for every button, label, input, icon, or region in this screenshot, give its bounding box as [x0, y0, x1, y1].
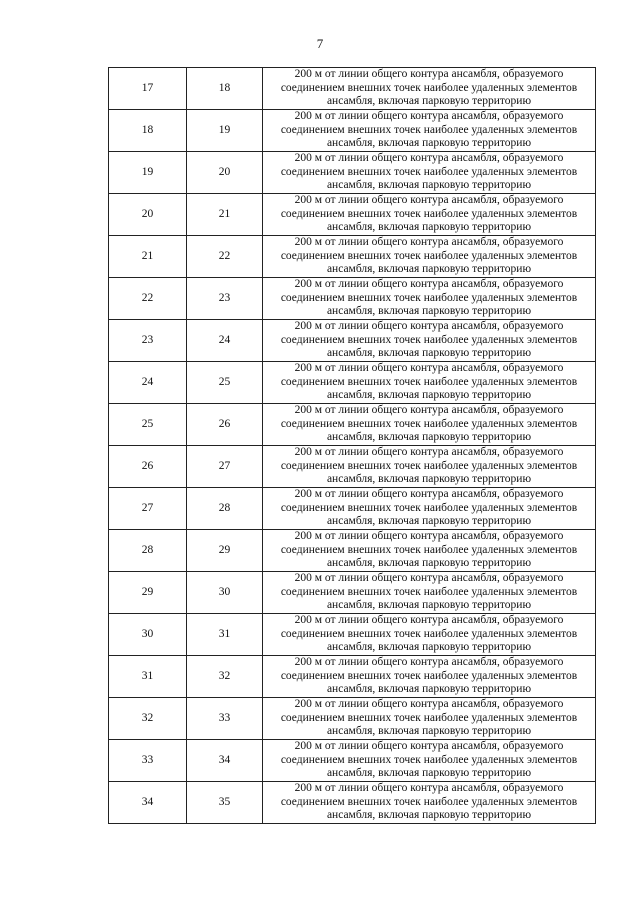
page-number: 7 [316, 36, 324, 51]
protection-zones-table [108, 67, 596, 824]
description-cell [263, 110, 596, 152]
number-cell-a: 23 [109, 320, 187, 362]
description-line-2: соединением внешних точек наиболее удаленных элементов [280, 333, 578, 346]
description-cell [263, 446, 596, 488]
description-line-1: 200 м от линии общего контура ансамбля, образуемого [294, 530, 564, 543]
description-cell [263, 740, 596, 782]
number-cell-b: 20 [187, 152, 263, 194]
table-row [109, 278, 596, 320]
description-line-2: соединением внешних точек наиболее удаленных элементов [280, 375, 578, 388]
description-cell [263, 656, 596, 698]
number-cell-a: 29 [109, 572, 187, 614]
number-cell-a: 30 [109, 614, 187, 656]
description-line-3: ансамбля, включая парковую территорию [326, 221, 532, 234]
number-cell-b: 33 [187, 698, 263, 740]
description-line-3: ансамбля, включая парковую территорию [326, 557, 532, 570]
number-cell-b: 21 [187, 194, 263, 236]
number-cell-a: 21 [109, 236, 187, 278]
description-cell [263, 614, 596, 656]
number-cell-b: 18 [187, 68, 263, 110]
description-line-1: 200 м от линии общего контура ансамбля, образуемого [294, 446, 564, 459]
description-line-2: соединением внешних точек наиболее удаленных элементов [280, 417, 578, 430]
description-line-2: соединением внешних точек наиболее удаленных элементов [280, 627, 578, 640]
table-row [109, 404, 596, 446]
number-cell-b: 27 [187, 446, 263, 488]
number-cell-b: 25 [187, 362, 263, 404]
description-cell [263, 530, 596, 572]
number-cell-b: 32 [187, 656, 263, 698]
table-row [109, 110, 596, 152]
description-line-3: ансамбля, включая парковую территорию [326, 137, 532, 150]
number-cell-b: 23 [187, 278, 263, 320]
description-line-3: ансамбля, включая парковую территорию [326, 179, 532, 192]
description-cell [263, 488, 596, 530]
description-line-2: соединением внешних точек наиболее удаленных элементов [280, 291, 578, 304]
description-cell [263, 362, 596, 404]
description-line-2: соединением внешних точек наиболее удаленных элементов [280, 207, 578, 220]
description-line-2: соединением внешних точек наиболее удаленных элементов [280, 585, 578, 598]
number-cell-a: 28 [109, 530, 187, 572]
number-cell-b: 22 [187, 236, 263, 278]
table-row [109, 194, 596, 236]
description-line-2: соединением внешних точек наиболее удаленных элементов [280, 501, 578, 514]
description-line-1: 200 м от линии общего контура ансамбля, образуемого [294, 362, 564, 375]
number-cell-a: 24 [109, 362, 187, 404]
number-cell-b: 26 [187, 404, 263, 446]
description-line-1: 200 м от линии общего контура ансамбля, образуемого [294, 572, 564, 585]
description-line-1: 200 м от линии общего контура ансамбля, образуемого [294, 656, 564, 669]
table-row [109, 488, 596, 530]
description-cell [263, 698, 596, 740]
description-line-3: ансамбля, включая парковую территорию [326, 431, 532, 444]
number-cell-a: 32 [109, 698, 187, 740]
table-row [109, 782, 596, 824]
number-cell-a: 17 [109, 68, 187, 110]
description-line-1: 200 м от линии общего контура ансамбля, образуемого [294, 614, 564, 627]
description-line-2: соединением внешних точек наиболее удаленных элементов [280, 669, 578, 682]
table-row [109, 572, 596, 614]
table-row [109, 530, 596, 572]
description-line-1: 200 м от линии общего контура ансамбля, образуемого [294, 152, 564, 165]
description-line-1: 200 м от линии общего контура ансамбля, образуемого [294, 698, 564, 711]
description-line-1: 200 м от линии общего контура ансамбля, образуемого [294, 404, 564, 417]
description-line-2: соединением внешних точек наиболее удаленных элементов [280, 753, 578, 766]
table-row [109, 152, 596, 194]
description-line-2: соединением внешних точек наиболее удаленных элементов [280, 543, 578, 556]
description-line-3: ансамбля, включая парковую территорию [326, 683, 532, 696]
description-line-3: ансамбля, включая парковую территорию [326, 809, 532, 822]
table-row [109, 320, 596, 362]
description-line-3: ансамбля, включая парковую территорию [326, 515, 532, 528]
description-cell [263, 782, 596, 824]
table-row [109, 656, 596, 698]
description-cell [263, 404, 596, 446]
description-line-2: соединением внешних точек наиболее удаленных элементов [280, 165, 578, 178]
table-row [109, 446, 596, 488]
number-cell-a: 26 [109, 446, 187, 488]
description-line-1: 200 м от линии общего контура ансамбля, образуемого [294, 236, 564, 249]
description-line-2: соединением внешних точек наиболее удаленных элементов [280, 795, 578, 808]
description-line-3: ансамбля, включая парковую территорию [326, 473, 532, 486]
description-line-1: 200 м от линии общего контура ансамбля, образуемого [294, 488, 564, 501]
number-cell-a: 34 [109, 782, 187, 824]
number-cell-a: 18 [109, 110, 187, 152]
number-cell-a: 33 [109, 740, 187, 782]
number-cell-b: 35 [187, 782, 263, 824]
description-line-2: соединением внешних точек наиболее удаленных элементов [280, 459, 578, 472]
description-line-1: 200 м от линии общего контура ансамбля, образуемого [294, 782, 564, 795]
number-cell-b: 34 [187, 740, 263, 782]
description-line-1: 200 м от линии общего контура ансамбля, образуемого [294, 194, 564, 207]
description-line-3: ансамбля, включая парковую территорию [326, 641, 532, 654]
description-line-1: 200 м от линии общего контура ансамбля, образуемого [294, 68, 564, 81]
description-line-1: 200 м от линии общего контура ансамбля, образуемого [294, 278, 564, 291]
table-row [109, 698, 596, 740]
description-cell [263, 278, 596, 320]
description-line-1: 200 м от линии общего контура ансамбля, образуемого [294, 320, 564, 333]
description-line-3: ансамбля, включая парковую территорию [326, 599, 532, 612]
table-body [109, 68, 596, 824]
description-line-3: ансамбля, включая парковую территорию [326, 389, 532, 402]
description-cell [263, 320, 596, 362]
table-row [109, 236, 596, 278]
description-line-2: соединением внешних точек наиболее удаленных элементов [280, 711, 578, 724]
description-line-3: ансамбля, включая парковую территорию [326, 725, 532, 738]
number-cell-a: 20 [109, 194, 187, 236]
description-cell [263, 194, 596, 236]
table-row [109, 362, 596, 404]
number-cell-b: 24 [187, 320, 263, 362]
description-line-3: ансамбля, включая парковую территорию [326, 305, 532, 318]
number-cell-a: 27 [109, 488, 187, 530]
description-cell [263, 68, 596, 110]
number-cell-a: 25 [109, 404, 187, 446]
number-cell-b: 28 [187, 488, 263, 530]
number-cell-a: 31 [109, 656, 187, 698]
description-line-3: ансамбля, включая парковую территорию [326, 95, 532, 108]
number-cell-b: 19 [187, 110, 263, 152]
number-cell-a: 22 [109, 278, 187, 320]
table-row [109, 614, 596, 656]
description-line-1: 200 м от линии общего контура ансамбля, образуемого [294, 740, 564, 753]
description-cell [263, 152, 596, 194]
number-cell-b: 30 [187, 572, 263, 614]
description-line-2: соединением внешних точек наиболее удаленных элементов [280, 249, 578, 262]
description-line-2: соединением внешних точек наиболее удаленных элементов [280, 123, 578, 136]
description-cell [263, 572, 596, 614]
number-cell-b: 29 [187, 530, 263, 572]
description-cell [263, 236, 596, 278]
number-cell-b: 31 [187, 614, 263, 656]
description-line-3: ансамбля, включая парковую территорию [326, 263, 532, 276]
description-line-2: соединением внешних точек наиболее удаленных элементов [280, 81, 578, 94]
description-line-3: ансамбля, включая парковую территорию [326, 767, 532, 780]
table-row [109, 68, 596, 110]
description-line-3: ансамбля, включая парковую территорию [326, 347, 532, 360]
table-row [109, 740, 596, 782]
number-cell-a: 19 [109, 152, 187, 194]
description-line-1: 200 м от линии общего контура ансамбля, образуемого [294, 110, 564, 123]
